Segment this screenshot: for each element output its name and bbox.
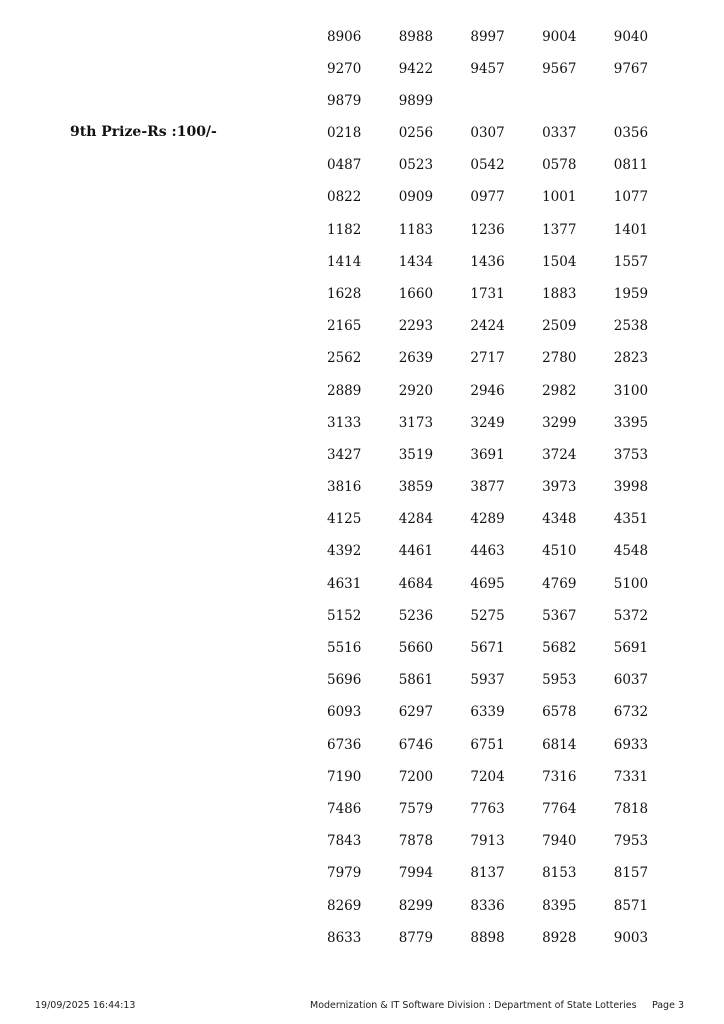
number-row [327, 478, 685, 510]
ticket-number: 6933 [613, 736, 649, 753]
ticket-number: 9040 [613, 29, 649, 45]
ticket-number: 7953 [613, 833, 649, 850]
ticket-number: 1236 [470, 221, 505, 238]
ticket-number: 8395 [542, 897, 577, 914]
ticket-number: 1660 [398, 285, 434, 302]
ticket-number: 5696 [327, 672, 362, 689]
ticket-number: 2946 [470, 382, 505, 399]
ticket-number: 3877 [470, 479, 505, 496]
ticket-number: 0356 [613, 125, 649, 141]
ticket-number: 1628 [327, 285, 362, 302]
footer-timestamp: 19/09/2025 16:44:13 [35, 1000, 136, 1011]
number-row [327, 317, 685, 349]
ticket-number: 5937 [470, 672, 505, 689]
footer-page-number: Page 3 [651, 1000, 684, 1011]
ticket-number: 4769 [542, 575, 577, 592]
ticket-number: 1883 [542, 285, 577, 302]
ticket-number: 7764 [542, 800, 577, 817]
ticket-number: 7994 [398, 865, 434, 882]
number-row [327, 832, 685, 864]
ticket-number: 5691 [613, 640, 649, 656]
ticket-number: 8633 [327, 929, 362, 946]
number-row [327, 28, 685, 60]
ticket-number: 8299 [398, 897, 434, 914]
ticket-number: 2889 [327, 382, 362, 399]
prize-title: 9th Prize-Rs :100/- [70, 124, 217, 140]
ticket-number: 0307 [470, 125, 505, 141]
ticket-number: 5372 [613, 607, 649, 624]
ticket-number: 3395 [613, 414, 649, 431]
ticket-number: 8928 [542, 929, 577, 946]
ticket-number: 8157 [613, 865, 649, 882]
ticket-number: 1183 [398, 221, 434, 238]
ticket-number: 5367 [542, 607, 577, 624]
ticket-number: 1182 [327, 221, 362, 238]
ticket-number: 7843 [327, 833, 362, 850]
ticket-number: 7818 [613, 800, 649, 817]
ticket-number: 0822 [327, 189, 362, 206]
ticket-number: 9567 [542, 61, 577, 78]
ticket-number: 1436 [470, 253, 505, 270]
ticket-number: 8898 [470, 929, 505, 946]
number-row [327, 60, 685, 92]
ticket-number: 6736 [327, 736, 362, 753]
ticket-number: 8153 [542, 865, 577, 882]
ticket-number: 8269 [327, 897, 362, 914]
ticket-number: 3249 [470, 414, 505, 431]
ticket-number: 7200 [398, 768, 434, 785]
ticket-number: 7486 [327, 800, 362, 817]
ticket-number: 6037 [613, 672, 649, 689]
ticket-number: 4684 [398, 575, 434, 592]
ticket-number: 6732 [613, 704, 649, 721]
number-row [327, 156, 685, 188]
ticket-number: 3753 [613, 446, 649, 463]
ticket-number: 3973 [542, 479, 577, 496]
ticket-number: 9899 [398, 93, 434, 110]
ticket-number: 8571 [613, 897, 649, 914]
ticket-number: 1504 [542, 253, 577, 270]
ticket-number: 3519 [398, 446, 434, 463]
number-row [327, 607, 685, 639]
ticket-number: 1434 [398, 253, 434, 270]
ticket-number: 9270 [327, 61, 362, 78]
ticket-number: 9457 [470, 61, 505, 78]
ticket-number: 2920 [398, 382, 434, 399]
number-row [327, 349, 685, 381]
ticket-number: 5100 [613, 575, 649, 592]
ticket-number: 6746 [398, 736, 434, 753]
number-row [327, 510, 685, 542]
ticket-number: 2717 [470, 350, 505, 367]
ticket-number: 5236 [398, 607, 434, 624]
ticket-number: 9767 [613, 61, 649, 78]
prize-numbers-block [327, 124, 685, 961]
ticket-number: 4463 [470, 543, 505, 560]
ticket-number: 4348 [542, 511, 577, 528]
number-row [327, 768, 685, 800]
number-row [327, 285, 685, 317]
number-row [327, 703, 685, 735]
ticket-number: 2639 [398, 350, 434, 367]
ticket-number: 7204 [470, 768, 505, 785]
number-row [327, 221, 685, 253]
ticket-number: 8779 [398, 929, 434, 946]
ticket-number: 1077 [613, 189, 649, 206]
ticket-number: 5660 [398, 640, 434, 656]
ticket-number: 4125 [327, 511, 362, 528]
ticket-number: 1731 [470, 285, 505, 302]
number-row [327, 92, 685, 124]
ticket-number: 0523 [398, 157, 434, 174]
ticket-number: 4461 [398, 543, 434, 560]
number-row [327, 446, 685, 478]
footer-division: Modernization & IT Software Division : Department of State Lotteries [310, 1000, 637, 1011]
ticket-number: 3724 [542, 446, 577, 463]
ticket-number: 0337 [542, 125, 577, 141]
number-row [327, 124, 685, 156]
ticket-number: 9004 [542, 29, 577, 45]
ticket-number: 8997 [470, 29, 505, 45]
ticket-number: 8137 [470, 865, 505, 882]
page-footer [0, 1000, 724, 1014]
ticket-number: 1557 [613, 253, 649, 270]
ticket-number: 5516 [327, 640, 362, 656]
ticket-number: 5152 [327, 607, 362, 624]
ticket-number: 2780 [542, 350, 577, 367]
ticket-number: 3173 [398, 414, 434, 431]
ticket-number: 1401 [613, 221, 649, 238]
ticket-number: 2293 [398, 318, 434, 335]
ticket-number: 8988 [398, 29, 434, 45]
ticket-number: 5861 [398, 672, 434, 689]
ticket-number: 7316 [542, 768, 577, 785]
ticket-number: 2562 [327, 350, 362, 367]
ticket-number: 2538 [613, 318, 649, 335]
ticket-number: 2823 [613, 350, 649, 367]
ticket-number: 1414 [327, 253, 362, 270]
number-row [327, 639, 685, 671]
ticket-number: 4510 [542, 543, 577, 560]
ticket-number: 6751 [470, 736, 505, 753]
ticket-number: 2509 [542, 318, 577, 335]
ticket-number: 3133 [327, 414, 362, 431]
ticket-number: 7579 [398, 800, 434, 817]
ticket-number: 5275 [470, 607, 505, 624]
number-row [327, 253, 685, 285]
ticket-number: 6093 [327, 704, 362, 721]
ticket-number: 3299 [542, 414, 577, 431]
ticket-number: 7913 [470, 833, 505, 850]
ticket-number: 6297 [398, 704, 434, 721]
ticket-number: 4631 [327, 575, 362, 592]
number-row [327, 897, 685, 929]
ticket-number: 7190 [327, 768, 362, 785]
ticket-number: 1001 [542, 189, 577, 206]
ticket-number: 8906 [327, 29, 362, 45]
number-row [327, 929, 685, 961]
ticket-number: 7331 [613, 768, 649, 785]
ticket-number: 1377 [542, 221, 577, 238]
ticket-number: 6814 [542, 736, 577, 753]
ticket-number: 3100 [613, 382, 649, 399]
number-row [327, 736, 685, 768]
ticket-number: 5682 [542, 640, 577, 656]
number-row [327, 671, 685, 703]
continued-numbers-block [327, 28, 685, 125]
ticket-number: 9422 [398, 61, 434, 78]
ticket-number: 2424 [470, 318, 505, 335]
number-row [327, 575, 685, 607]
ticket-number: 4351 [613, 511, 649, 528]
ticket-number: 0256 [398, 125, 434, 141]
ticket-number: 4392 [327, 543, 362, 560]
ticket-number: 3691 [470, 446, 505, 463]
ticket-number: 6578 [542, 704, 577, 721]
ticket-number: 3998 [613, 479, 649, 496]
ticket-number: 2982 [542, 382, 577, 399]
ticket-number: 7940 [542, 833, 577, 850]
ticket-number: 6339 [470, 704, 505, 721]
ticket-number: 0909 [398, 189, 434, 206]
ticket-number: 0542 [470, 157, 505, 174]
ticket-number: 3816 [327, 479, 362, 496]
ticket-number: 9003 [613, 929, 649, 946]
ticket-number: 0977 [470, 189, 505, 206]
ticket-number: 4289 [470, 511, 505, 528]
ticket-number: 0811 [613, 157, 649, 174]
number-row [327, 864, 685, 896]
ticket-number: 1959 [613, 285, 649, 302]
ticket-number: 2165 [327, 318, 362, 335]
number-row [327, 542, 685, 574]
ticket-number: 4695 [470, 575, 505, 592]
number-row [327, 188, 685, 220]
number-row [327, 414, 685, 446]
number-row [327, 382, 685, 414]
ticket-number: 7763 [470, 800, 505, 817]
ticket-number: 5671 [470, 640, 505, 656]
ticket-number: 5953 [542, 672, 577, 689]
ticket-number: 4284 [398, 511, 434, 528]
ticket-number: 3859 [398, 479, 434, 496]
ticket-number: 7878 [398, 833, 434, 850]
ticket-number: 0487 [327, 157, 362, 174]
ticket-number: 9879 [327, 93, 362, 110]
number-row [327, 800, 685, 832]
ticket-number: 0578 [542, 157, 577, 174]
ticket-number: 8336 [470, 897, 505, 914]
ticket-number: 7979 [327, 865, 362, 882]
ticket-number: 4548 [613, 543, 649, 560]
ticket-number: 0218 [327, 125, 362, 141]
ticket-number: 3427 [327, 446, 362, 463]
